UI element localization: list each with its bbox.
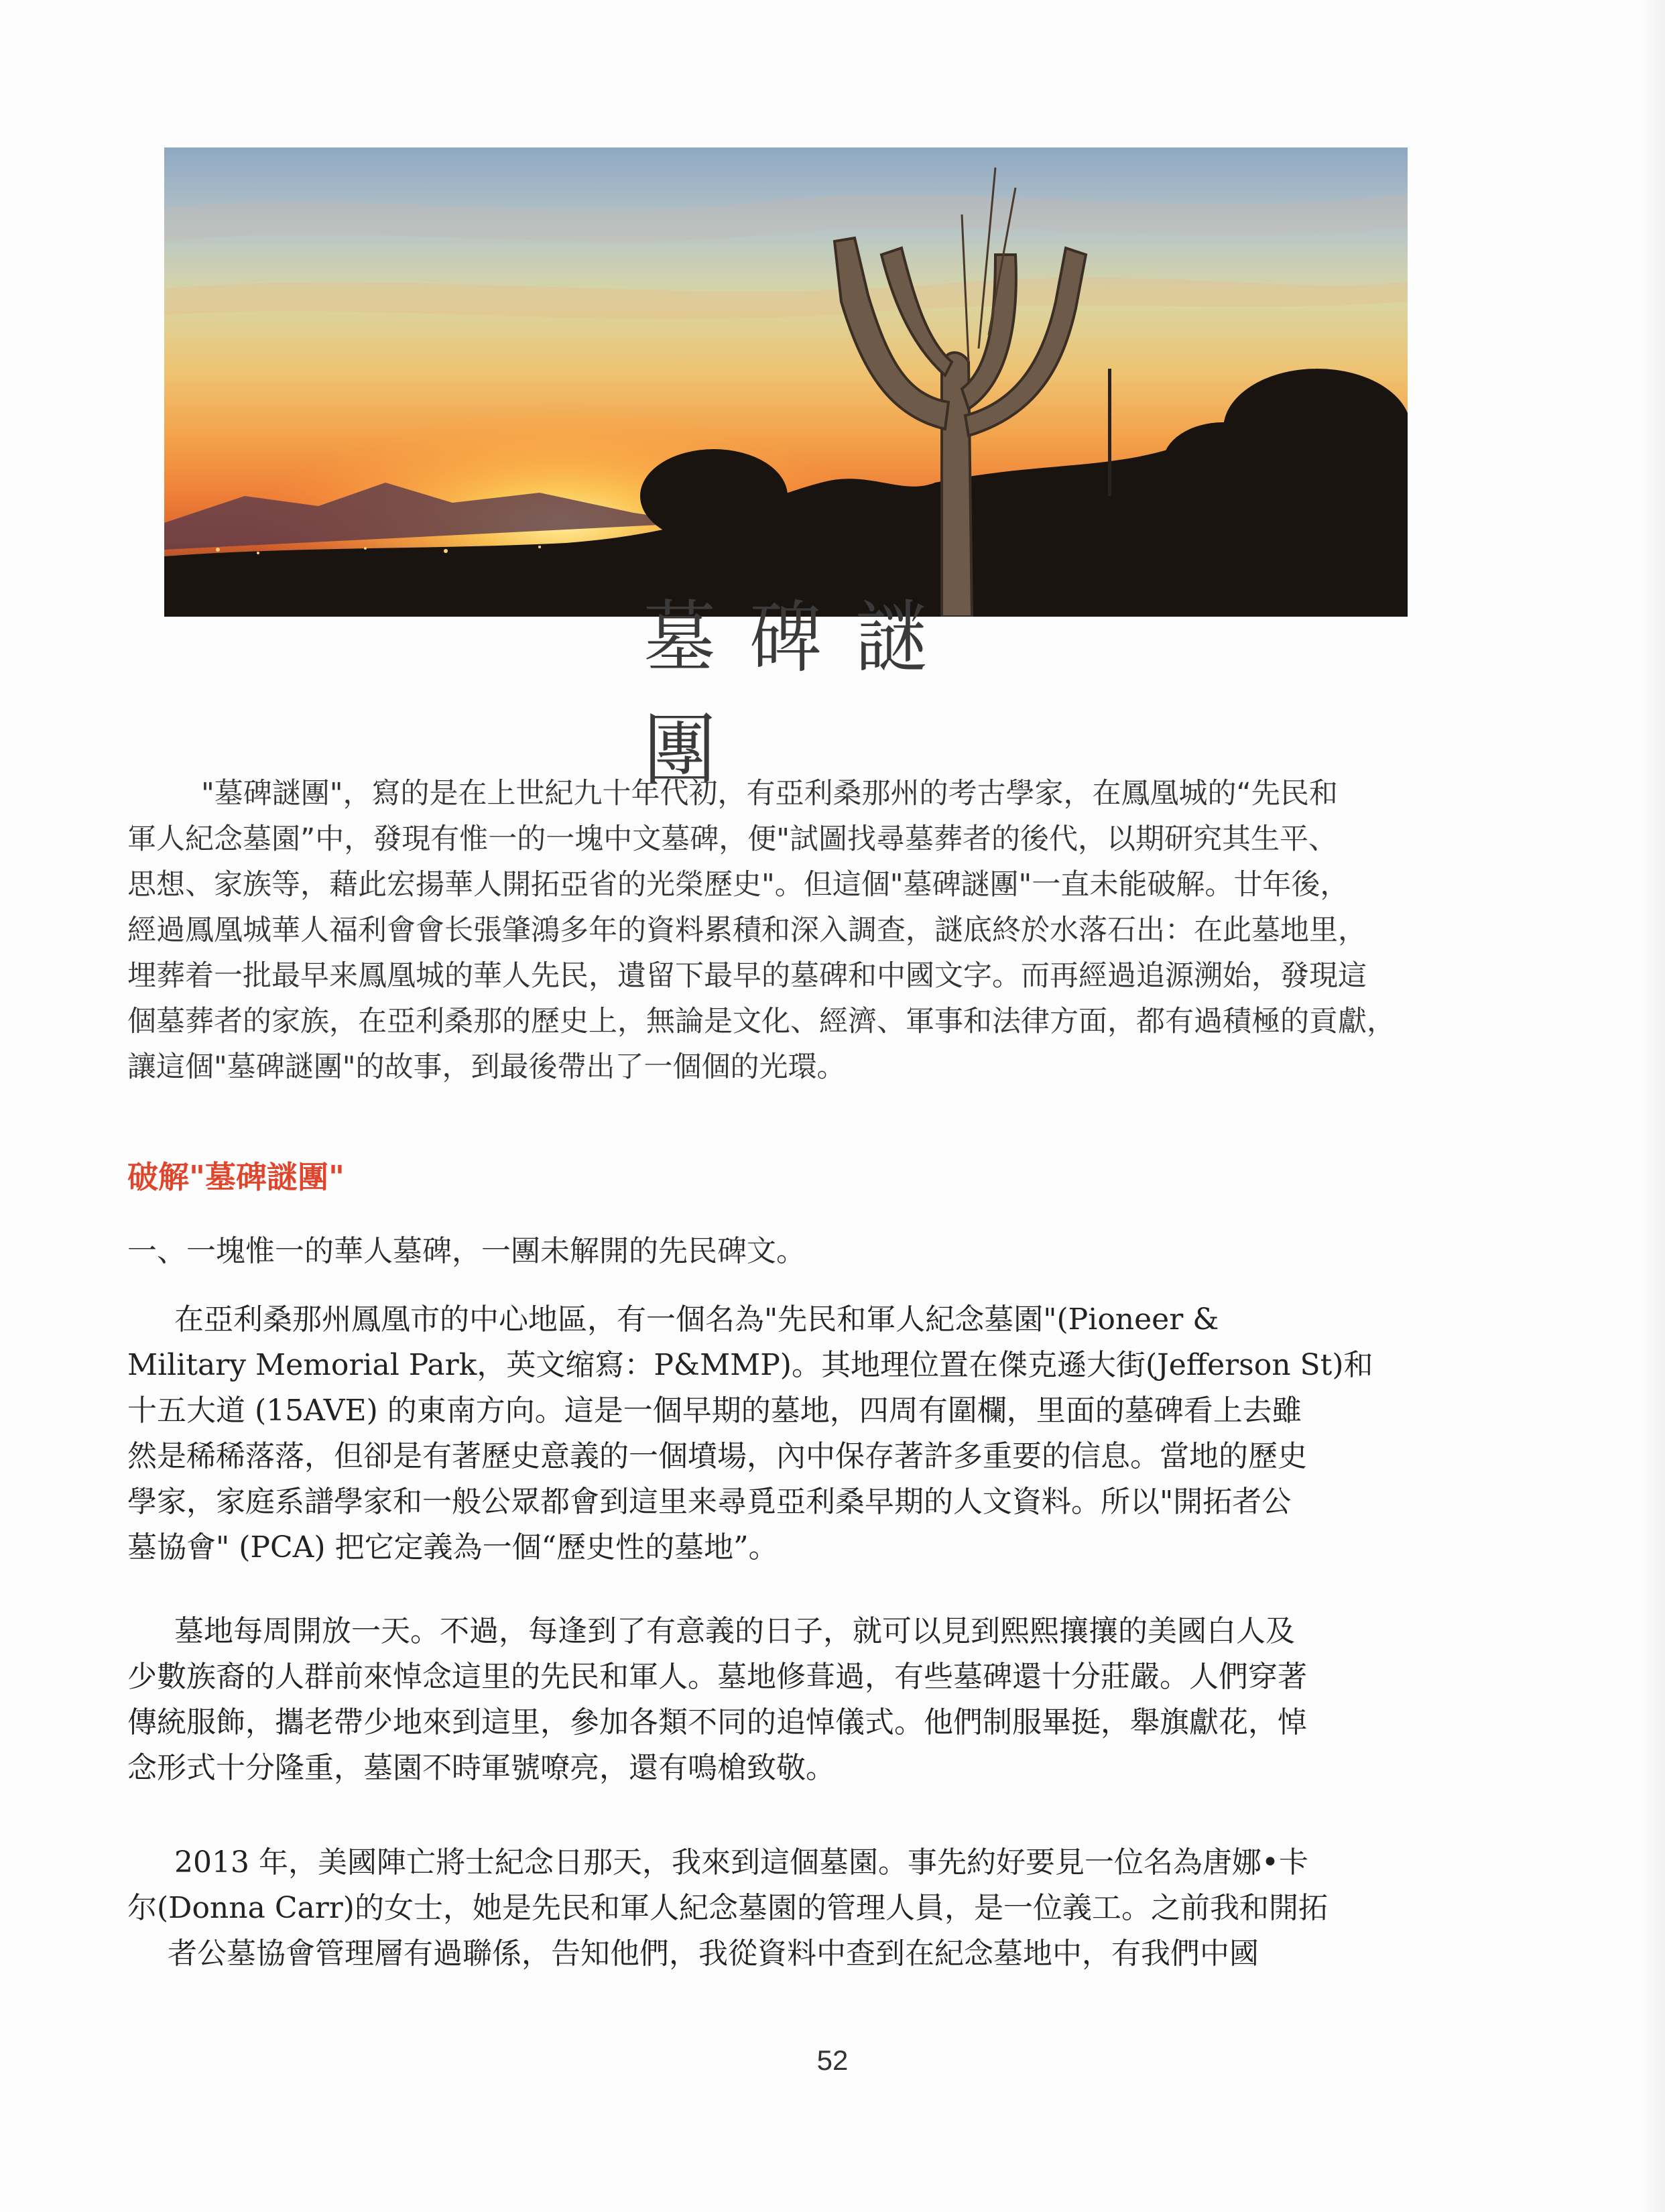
subheading: 一、一塊惟一的華人墓碑，一團未解開的先民碑文。 bbox=[127, 1234, 806, 1268]
paragraph-line: Military Memorial Park，英文缩寫：P&MMP)。其地理位置在傑克遜大街(Jefferson St)和 bbox=[127, 1348, 1373, 1382]
intro-line: 思想、家族等，藉此宏揚華人開拓亞省的光榮歷史"。但這個"墓碑謎團"一直未能破解。廿年後， bbox=[127, 868, 1349, 902]
paragraph-line: 者公墓協會管理層有過聯係，告知他們，我從資料中查到在紀念墓地中，有我們中國 bbox=[168, 1937, 1259, 1971]
paragraph-line: 然是稀稀落落，但卻是有著歷史意義的一個墳場，內中保存著許多重要的信息。當地的歷史 bbox=[127, 1439, 1307, 1473]
paragraph-line: 少數族裔的人群前來悼念這里的先民和軍人。墓地修葺過，有些墓碑還十分莊嚴。人們穿著 bbox=[127, 1660, 1307, 1694]
intro-line: 個墓葬者的家族，在亞利桑那的歷史上，無論是文化、經濟、軍事和法律方面，都有過積極的貢獻， bbox=[127, 1005, 1396, 1038]
intro-line: "墓碑謎團"，寫的是在上世紀九十年代初，有亞利桑那州的考古學家，在鳳凰城的“先民和 bbox=[201, 777, 1338, 810]
sunset-saguaro-photo bbox=[164, 147, 1408, 617]
paragraph-line: 2013 年，美國陣亡將士紀念日那天，我來到這個墓園。事先約好要見一位名為唐娜•卡 bbox=[174, 1845, 1308, 1880]
paragraph-line: 念形式十分隆重，墓園不時軍號嘹亮，還有鳴槍致敬。 bbox=[127, 1751, 835, 1785]
paragraph-line: 墓地每周開放一天。不過，每逢到了有意義的日子，就可以見到熙熙攘攘的美國白人及 bbox=[174, 1614, 1295, 1648]
paragraph-line: 尔(Donna Carr)的女士，她是先民和軍人紀念墓園的管理人員，是一位義工。之前我和開拓 bbox=[127, 1891, 1328, 1925]
page-title bbox=[643, 593, 965, 796]
paragraph-line: 墓協會" (PCA) 把它定義為一個“歷史性的墓地”。 bbox=[127, 1530, 778, 1564]
paragraph-line: 傳統服飾，攜老帶少地來到這里，參加各類不同的追悼儀式。他們制服畢挺，舉旗獻花，悼 bbox=[127, 1705, 1307, 1739]
paragraph-line: 十五大道 (15AVE) 的東南方向。這是一個早期的墓地，四周有圍欄，里面的墓碑看上去雖 bbox=[127, 1394, 1302, 1428]
page-number: 52 bbox=[816, 2044, 849, 2076]
intro-paragraph bbox=[127, 771, 1522, 1090]
scan-edge bbox=[1638, 0, 1665, 2212]
intro-line: 讓這個"墓碑謎團"的故事，到最後帶出了一個個的光環。 bbox=[127, 1050, 846, 1084]
section-heading: 破解"墓碑謎團" bbox=[127, 1159, 345, 1195]
intro-line: 軍人紀念墓園”中，發現有惟一的一塊中文墓碑，便"試圖找尋墓葬者的後代，以期研究其生平、 bbox=[127, 822, 1338, 856]
intro-line: 埋葬着一批最早来鳳凰城的華人先民，遺留下最早的墓碑和中國文字。而再經過追源溯始，發現這 bbox=[127, 959, 1367, 993]
body-paragraph-1 bbox=[127, 1297, 1535, 1571]
paragraph-line: 在亞利桑那州鳳凰市的中心地區，有一個名為"先民和軍人紀念墓園"(Pioneer & bbox=[174, 1302, 1219, 1337]
page-title-text: 墓碑謎團 bbox=[643, 593, 962, 796]
body-paragraph-3 bbox=[127, 1840, 1535, 1977]
paragraph-line: 學家，家庭系譜學家和一般公眾都會到這里来尋覓亞利桑早期的人文資料。所以"開拓者公 bbox=[127, 1485, 1292, 1519]
intro-line: 經過鳳凰城華人福利會會长張肇鴻多年的資料累積和深入調查，謎底終於水落石出：在此墓地里， bbox=[127, 914, 1367, 947]
body-paragraph-2 bbox=[127, 1609, 1535, 1791]
